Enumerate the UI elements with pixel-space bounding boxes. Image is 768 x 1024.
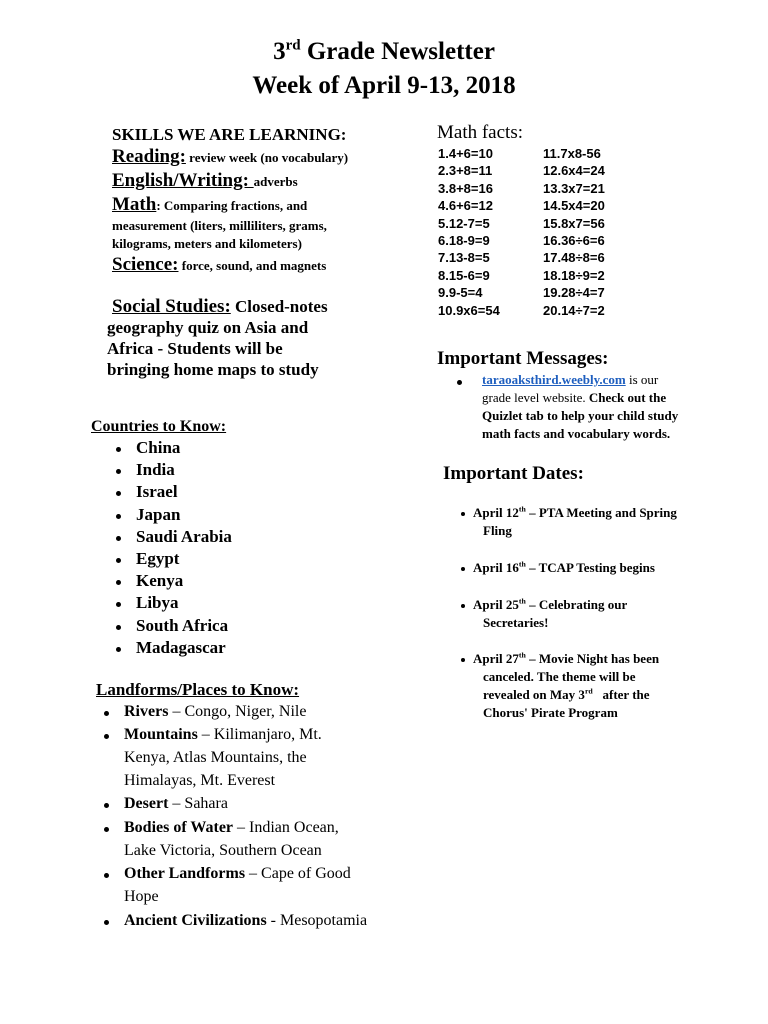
date-item-1 [473,505,677,521]
date-3-label: April 25 [473,597,519,612]
bullet-icon [116,580,121,585]
other-label: Other Landforms [124,865,246,882]
date-2-sup: th [518,559,526,569]
mountains-text-2: Kenya, Atlas Mountains, the [124,749,307,766]
message-text-1: is our [625,372,659,387]
date-1-sup: th [518,504,526,514]
science-line [112,254,326,276]
social-text-1: Closed-notes [230,297,328,316]
mountains-text-1: – Kilimanjaro, Mt. [197,726,322,743]
bullet-icon [116,514,121,519]
bullet-icon [116,469,121,474]
math-fact: 5.12-7=5 [438,215,490,231]
math-fact: 18.18÷9=2 [543,267,605,283]
mountains-label: Mountains [124,726,198,743]
date-4-text-3a: revealed on May 3 [483,687,585,702]
social-text-4: bringing home maps to study [107,360,319,379]
math-fact: 7.13-8=5 [438,250,490,266]
math-fact: 6.18-9=9 [438,233,490,248]
desert-label: Desert [124,795,169,812]
title-text: Grade Newsletter [300,38,495,65]
math-fact: 12.6x4=24 [543,163,605,179]
date-4-text-2: canceled. The theme will be [483,669,636,684]
bullet-icon [116,558,121,563]
landforms-heading: Landforms/Places to Know: [96,680,300,699]
math-fact: 11.7x8-56 [543,146,601,161]
date-item-2 [473,560,655,576]
country-item: Kenya [136,571,184,591]
bullet-icon [116,447,121,452]
country-item: Israel [136,482,178,502]
mountains-item [124,726,322,744]
mountains-text-3: Himalayas, Mt. Everest [124,772,276,789]
date-1-label: April 12 [473,505,519,520]
date-item-3 [473,597,627,613]
desert-item [124,795,228,813]
country-item: Egypt [136,549,180,568]
date-4-label: April 27 [473,651,519,666]
ancient-text: - Mesopotamia [266,912,368,929]
english-line [112,170,298,192]
math-fact: 13.3x7=21 [543,180,605,196]
rivers-item [124,703,306,721]
bullet-icon [104,873,109,878]
bullet-icon [104,827,109,832]
math-label: Math [112,194,157,215]
math-fact: 16.36÷6=6 [543,233,605,248]
bullet-icon [457,380,462,385]
message-line-2 [482,390,666,406]
water-label: Bodies of Water [124,819,234,836]
social-line-1 [112,296,328,318]
math-fact: 8.15-6=9 [438,267,490,283]
english-text: adverbs [253,174,298,189]
other-landforms-item [124,865,351,883]
math-fact: 1.4+6=10 [438,146,493,161]
water-text-1: – Indian Ocean, [233,819,339,836]
date-3-text-2: Secretaries! [483,615,549,630]
newsletter-title [0,36,768,67]
water-item [124,819,339,837]
date-4-sup: th [518,650,526,660]
math-fact: 15.8x7=56 [543,215,605,231]
science-label: Science: [112,254,179,275]
social-text-2: geography quiz on Asia and [107,318,309,337]
bullet-icon [116,647,121,652]
reading-text: review week (no vocabulary) [185,150,349,165]
bullet-icon [461,604,465,608]
science-text: force, sound, and magnets [178,258,327,273]
date-4-text: – Movie Night has been [525,651,660,666]
desert-text: – Sahara [168,795,228,812]
math-fact: 3.8+8=16 [438,180,493,196]
newsletter-subtitle: Week of April 9-13, 2018 [252,72,516,99]
country-item: Japan [136,504,181,524]
date-4-text-3 [483,687,650,703]
bullet-icon [116,491,121,496]
date-4-text-3-sup: rd [584,686,593,696]
bullet-icon [104,734,109,739]
countries-heading: Countries to Know: [91,418,227,435]
social-label: Social Studies: [112,296,231,317]
bullet-icon [461,567,465,571]
bullet-icon [104,920,109,925]
message-text-2b: Check out the [588,390,667,405]
bullet-icon [461,658,465,662]
message-line-3: Quizlet tab to help your child study [482,408,679,423]
message-line-4: math facts and vocabulary words. [482,426,671,441]
ancient-label: Ancient Civilizations [124,912,267,929]
bullet-icon [116,536,121,541]
math-text-1: : Comparing fractions, and [156,198,308,213]
math-fact: 17.48÷8=6 [543,250,605,266]
math-facts-heading: Math facts: [437,122,524,143]
social-text-3: Africa - Students will be [107,339,283,358]
rivers-label: Rivers [124,703,169,720]
math-line [112,194,307,216]
water-text-2: Lake Victoria, Southern Ocean [124,842,322,859]
date-item-4 [473,651,659,667]
bullet-icon [461,512,465,516]
website-link[interactable]: taraoaksthird.weebly.com [482,372,626,387]
bullet-icon [104,711,109,716]
country-item: South Africa [136,615,229,635]
country-item: Madagascar [136,637,226,657]
country-item: Libya [136,593,179,613]
date-4-text-4: Chorus' Pirate Program [483,705,618,720]
math-text-3: kilograms, meters and kilometers) [112,236,302,251]
math-fact: 10.9x6=54 [438,302,500,318]
title-number: 3 [273,38,286,65]
other-text-1: – Cape of Good [245,865,351,882]
title-superscript: rd [285,37,301,54]
date-4-text-3b: after the [592,687,650,702]
math-fact: 2.3+8=11 [438,163,493,179]
bullet-icon [116,625,121,630]
reading-line [112,146,348,168]
skills-heading: SKILLS WE ARE LEARNING: [112,125,347,144]
rivers-text: – Congo, Niger, Nile [168,703,307,720]
date-2-label: April 16 [473,560,519,575]
dates-heading: Important Dates: [443,463,584,484]
messages-heading: Important Messages: [437,348,609,369]
english-label: English/Writing: [112,170,254,191]
math-fact: 4.6+6=12 [438,198,493,214]
date-1-text-2: Fling [483,523,512,538]
math-fact: 20.14÷7=2 [543,302,605,318]
math-fact: 14.5x4=20 [543,198,605,214]
message-line-1 [482,372,658,388]
ancient-item [124,912,367,930]
date-3-text: – Celebrating our [525,597,628,612]
bullet-icon [104,803,109,808]
math-fact: 19.28÷4=7 [543,285,605,301]
bullet-icon [116,602,121,607]
reading-label: Reading: [112,146,186,167]
date-2-text: – TCAP Testing begins [525,560,655,575]
math-fact: 9.9-5=4 [438,285,483,301]
date-1-text: – PTA Meeting and Spring [525,505,677,520]
date-3-sup: th [518,596,526,606]
country-item: Saudi Arabia [136,526,232,546]
country-item: China [136,438,181,457]
math-text-2: measurement (liters, milliliters, grams, [112,218,327,233]
message-text-2a: grade level website. [482,390,589,405]
country-item: India [136,460,175,480]
other-text-2: Hope [124,888,159,905]
